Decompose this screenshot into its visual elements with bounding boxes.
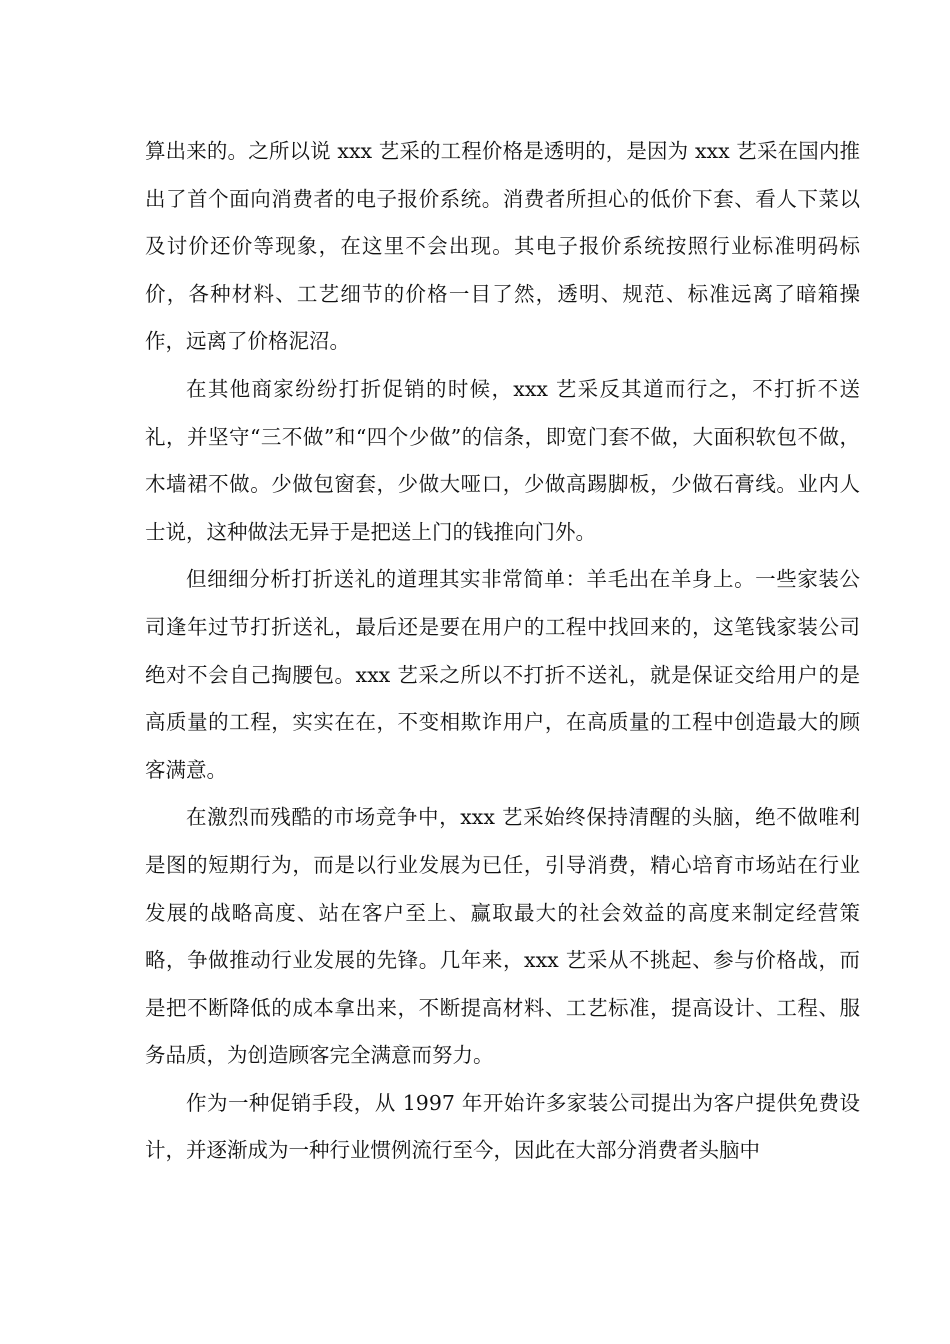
paragraph-4: 在激烈而残酷的市场竞争中，xxx 艺采始终保持清醒的头脑，绝不做唯利是图的短期行为，而是以行业发展为已任，引导消费，精心培育市场站在行业发展的战略高度、站在客户至上、赢取最大的社会效益的高度来制定经营策略，争做推动行业发展的先锋。几年来，xxx 艺采从不挑起、参与价格战，而是把不断降低的成本拿出来，不断提高材料、工艺标准，提高设计、工程、服务品质，为创造顾客完全满意而努力。: [145, 805, 860, 1068]
paragraph-3: 但细细分析打折送礼的道理其实非常简单：羊毛出在羊身上。一些家装公司逢年过节打折送礼，最后还是要在用户的工程中找回来的，这笔钱家装公司绝对不会自己掏腰包。xxx 艺采之所以不打折不送礼，就是保证交给用户的是高质量的工程，实实在在，不变相欺诈用户，在高质量的工程中创造最大的顾客满意。: [145, 567, 860, 782]
paragraph-1: 算出来的。之所以说 xxx 艺采的工程价格是透明的，是因为 xxx 艺采在国内推出了首个面向消费者的电子报价系统。消费者所担心的低价下套、看人下菜以及讨价还价等现象，在这里不会出现。其电子报价系统按照行业标准明码标价，各种材料、工艺细节的价格一目了然，透明、规范、标准远离了暗箱操作，远离了价格泥沼。: [145, 139, 860, 354]
paragraph-2: 在其他商家纷纷打折促销的时候，xxx 艺采反其道而行之，不打折不送礼，并坚守“三不做”和“四个少做”的信条，即宽门套不做，大面积软包不做，木墙裙不做。少做包窗套，少做大哑口，少做高踢脚板，少做石膏线。业内人士说，这种做法无异于是把送上门的钱推向门外。: [145, 376, 860, 544]
document-body: [145, 128, 860, 1175]
paragraph-5: 作为一种促销手段，从 1997 年开始许多家装公司提出为客户提供免费设计，并逐渐成为一种行业惯例流行至今，因此在大部分消费者头脑中: [145, 1090, 860, 1163]
